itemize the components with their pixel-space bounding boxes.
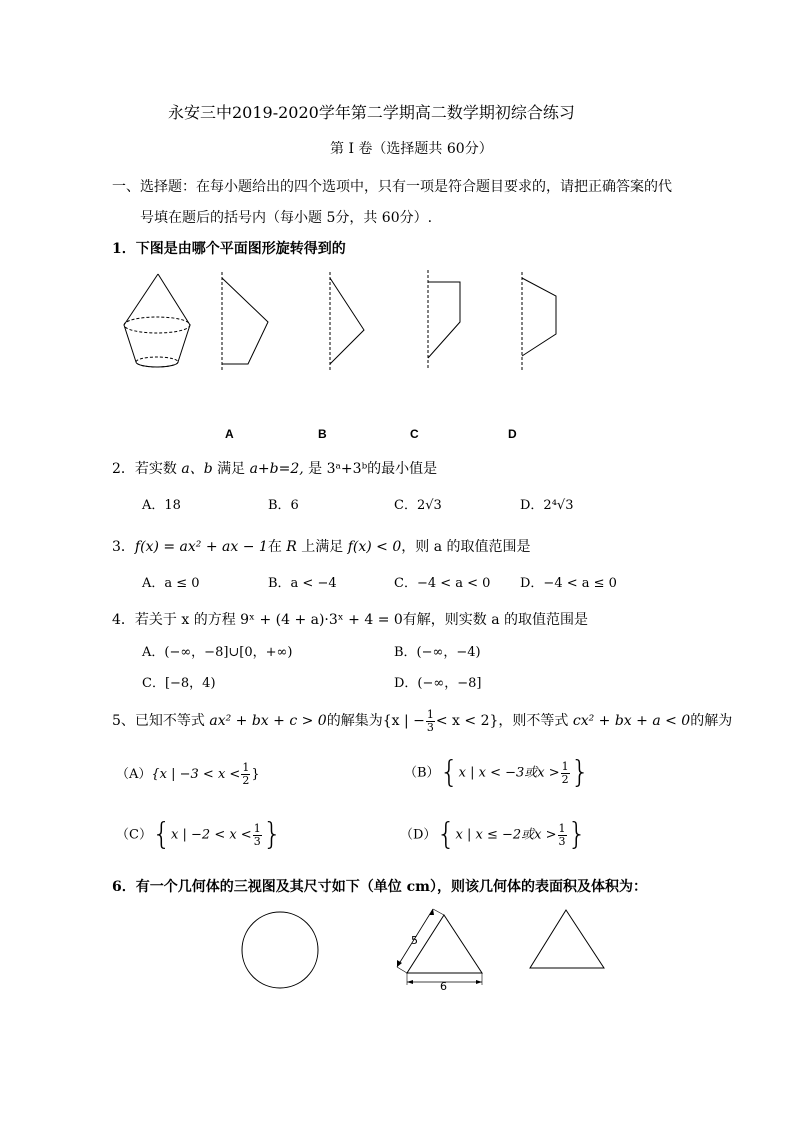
q5-ineq2: cx² + bx + a < 0	[572, 713, 691, 729]
q3-option-a: A．a ≤ 0	[142, 576, 200, 591]
q1-label-d: D	[508, 427, 517, 441]
q5-prefix: 5、已知不等式	[112, 713, 210, 729]
q5-option-c-fraction	[253, 823, 262, 848]
q5-option-b-num: 1	[561, 759, 569, 773]
q2-vars: a、b	[181, 461, 213, 477]
q5-option-b-label: （B）	[404, 765, 440, 781]
q5-frac-den: 3	[426, 720, 434, 734]
q5-option-a-den: 2	[242, 774, 250, 787]
q3-mid2: 上满足	[296, 539, 348, 555]
q6-stem: 6．有一个几何体的三视图及其尺寸如下（单位 cm），则该几何体的表面积及体积为：	[112, 879, 647, 895]
q5-option-c-label: （C）	[116, 827, 152, 843]
q5-option-d-fraction	[558, 823, 567, 848]
q5-option-a-pre: {x | −3 < x <	[151, 767, 241, 782]
q4-option-a: A．(−∞，−8]∪[0，+∞)	[142, 645, 293, 660]
q5-set-left: {x | −	[382, 713, 425, 729]
q3-tail: ，则 a 的取值范围是	[401, 539, 531, 555]
q2-tail: 是 3ᵃ+3ᵇ的最小值是	[303, 461, 438, 477]
q5-option-d-rbrace: }	[567, 817, 587, 852]
q1-option-a-figure	[218, 272, 278, 372]
q1-solid-figure	[120, 272, 200, 372]
q5-tail: ，则不等式	[498, 713, 573, 729]
q5-option-c-rbrace: }	[262, 817, 282, 852]
q1-stem: 1．下图是由哪个平面图形旋转得到的	[112, 241, 346, 257]
q3-cond: f(x) < 0	[347, 539, 402, 555]
q5-stem	[112, 706, 732, 736]
q5-option-c-num: 1	[253, 821, 261, 835]
q2-option-a: A．18	[142, 498, 181, 513]
q1-label-b: B	[318, 427, 327, 441]
q5-end: 的解为	[690, 713, 733, 729]
q4-stem: 4．若关于 x 的方程 9ˣ + (4 + a)·3ˣ + 4 = 0有解，则实数 a 的取值范围是	[112, 612, 589, 628]
q5-option-d-lbrace: {	[436, 817, 456, 852]
q3-stem	[112, 536, 531, 556]
q5-option-d	[400, 817, 587, 852]
q6-front-view-triangle	[385, 905, 495, 990]
q6-top-view-circle	[240, 910, 320, 990]
q6-dim-slant: 5	[411, 934, 418, 947]
volume-heading: 第 Ⅰ 卷（选择题共 60分）	[330, 141, 493, 157]
q5-option-d-pre: x | x ≤ −2或x >	[455, 827, 557, 843]
q5-option-b-rbrace: }	[570, 755, 590, 790]
q6-dim-base: 6	[440, 980, 447, 993]
q3-option-d: D．−4 < a ≤ 0	[520, 576, 617, 591]
q5-option-b-fraction	[561, 761, 570, 786]
q3-option-b: B．a < −4	[268, 576, 337, 591]
q5-frac-num: 1	[426, 707, 434, 721]
q2-stem	[112, 458, 437, 478]
q5-option-b	[404, 755, 590, 790]
q3-option-c: C．−4 < a < 0	[394, 576, 491, 591]
q2-cond: a+b=2,	[249, 461, 304, 477]
q5-option-d-den: 3	[558, 834, 566, 848]
q4-option-c: C．[−8，4)	[142, 676, 216, 691]
section-instructions-line2: 号填在题后的括号内（每小题 5分，共 60分）.	[140, 210, 433, 226]
q2-option-c: C．2√3	[394, 498, 442, 513]
q2-prefix: 2．若实数	[112, 461, 182, 477]
q1-option-c-figure	[424, 270, 474, 370]
q5-option-b-den: 2	[561, 772, 569, 786]
q5-option-c	[116, 817, 282, 852]
q3-mid: 在	[267, 539, 287, 555]
q5-option-a-post: }	[251, 767, 260, 782]
q5-option-a-num: 1	[242, 761, 250, 774]
q5-option-d-num: 1	[558, 821, 566, 835]
q5-option-d-label: （D）	[400, 827, 437, 843]
document-title: 永安三中2019-2020学年第二学期高二数学期初综合练习	[168, 103, 575, 122]
q4-option-b: B．(−∞，−4)	[394, 645, 481, 660]
q3-r: R	[286, 539, 297, 555]
q1-label-c: C	[410, 427, 419, 441]
q1-option-d-figure	[518, 272, 568, 372]
q6-side-view-triangle	[528, 908, 608, 972]
q1-option-b-figure	[326, 272, 376, 372]
q5-option-c-lbrace: {	[151, 817, 172, 852]
q2-mid: 满足	[212, 461, 250, 477]
q5-option-a	[116, 760, 260, 790]
q5-option-a-label: （A）	[116, 767, 152, 782]
q3-expr: f(x) = ax² + ax − 1	[134, 539, 268, 555]
q2-option-b: B．6	[268, 498, 299, 513]
q3-num: 3．	[112, 539, 135, 555]
q5-option-c-pre: x | −2 < x <	[171, 827, 252, 843]
q5-option-c-den: 3	[253, 834, 261, 848]
q5-ineq: ax² + bx + c > 0	[209, 713, 327, 729]
q4-option-d: D．(−∞，−8]	[394, 676, 482, 691]
q2-option-d: D．2⁴√3	[520, 498, 574, 513]
q5-fraction	[426, 709, 435, 734]
q5-option-b-pre: x | x < −3或x >	[458, 765, 560, 781]
q5-option-b-lbrace: {	[439, 755, 459, 790]
q5-mid: 的解集为	[326, 713, 383, 729]
q5-set-right: < x < 2}	[435, 713, 499, 729]
q1-label-a: A	[225, 427, 234, 441]
section-instructions-line1: 一、选择题：在每小题给出的四个选项中，只有一项是符合题目要求的，请把正确答案的代	[112, 179, 672, 195]
q5-option-a-fraction	[241, 762, 250, 787]
